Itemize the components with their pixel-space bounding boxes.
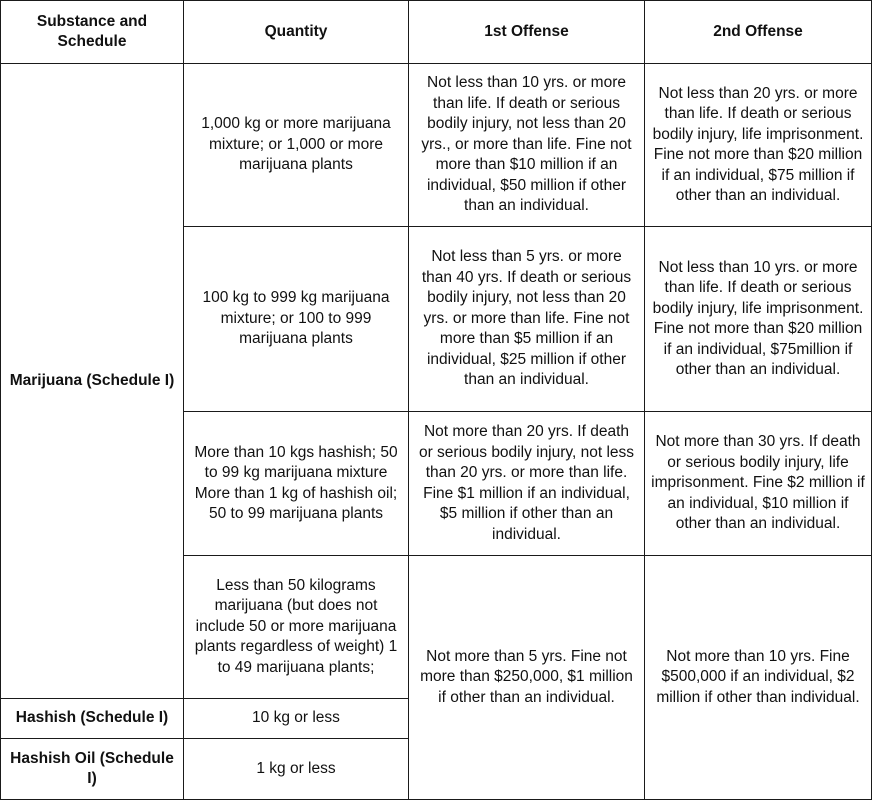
header-row bbox=[1, 1, 872, 64]
quantity-cell: 1 kg or less bbox=[184, 739, 409, 800]
header-quantity: Quantity bbox=[184, 1, 409, 64]
substance-marijuana: Marijuana (Schedule I) bbox=[1, 64, 184, 699]
second-offense-cell: Not less than 10 yrs. or more than life. If death or serious bodily injury, life imprisonment. Fine not more than $20 million if an individual, $75million if other than an individual. bbox=[645, 227, 872, 412]
quantity-cell: Less than 50 kilograms marijuana (but does not include 50 or more marijuana plants regardless of weight) 1 to 49 marijuana plants; bbox=[184, 556, 409, 699]
second-offense-cell: Not more than 30 yrs. If death or serious bodily injury, life imprisonment. Fine $2 million if an individual, $10 million if other than an individual. bbox=[645, 412, 872, 556]
quantity-cell: More than 10 kgs hashish; 50 to 99 kg marijuana mixture More than 1 kg of hashish oil; 50 to 99 marijuana plants bbox=[184, 412, 409, 556]
first-offense-cell-low-quantity: Not more than 5 yrs. Fine not more than $250,000, $1 million if other than an individual. bbox=[409, 556, 645, 800]
quantity-cell: 1,000 kg or more marijuana mixture; or 1,000 or more marijuana plants bbox=[184, 64, 409, 227]
quantity-cell: 10 kg or less bbox=[184, 699, 409, 739]
header-first-offense: 1st Offense bbox=[409, 1, 645, 64]
header-substance: Substance and Schedule bbox=[1, 1, 184, 64]
substance-hashish: Hashish (Schedule I) bbox=[1, 699, 184, 739]
first-offense-cell: Not more than 20 yrs. If death or serious bodily injury, not less than 20 yrs. or more than life. Fine $1 million if an individual, $5 million if other than an individual. bbox=[409, 412, 645, 556]
quantity-cell: 100 kg to 999 kg marijuana mixture; or 100 to 999 marijuana plants bbox=[184, 227, 409, 412]
first-offense-cell: Not less than 10 yrs. or more than life. If death or serious bodily injury, not less than 20 yrs., or more than life. Fine not more than $10 million if an individual, $50 million if other than an individual. bbox=[409, 64, 645, 227]
table-row bbox=[1, 64, 872, 227]
second-offense-cell-low-quantity: Not more than 10 yrs. Fine $500,000 if an individual, $2 million if other than individual. bbox=[645, 556, 872, 800]
header-second-offense: 2nd Offense bbox=[645, 1, 872, 64]
first-offense-cell: Not less than 5 yrs. or more than 40 yrs. If death or serious bodily injury, not less than 20 yrs. or more than life. Fine not more than $5 million if an individual, $25 million if other than an individual. bbox=[409, 227, 645, 412]
second-offense-cell: Not less than 20 yrs. or more than life. If death or serious bodily injury, life imprisonment. Fine not more than $20 million if an individual, $75 million if other than an individual. bbox=[645, 64, 872, 227]
substance-hashish-oil: Hashish Oil (Schedule I) bbox=[1, 739, 184, 800]
